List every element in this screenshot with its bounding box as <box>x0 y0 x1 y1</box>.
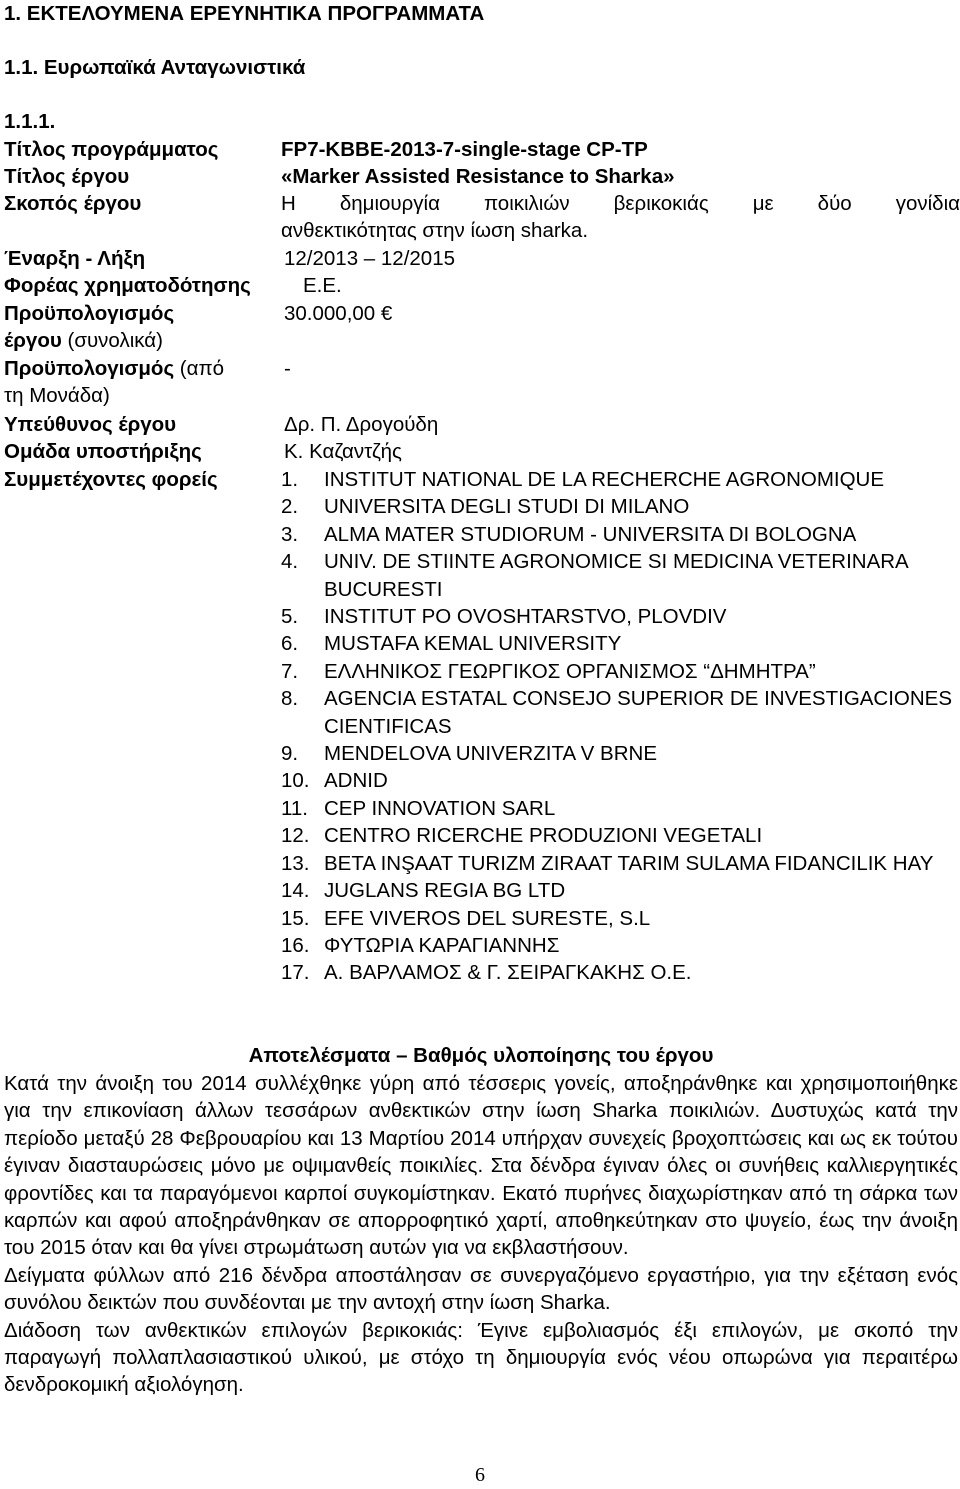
results-paragraph: Διάδοση των ανθεκτικών επιλογών βερικοκιάς: Έγινε εμβολιασμός έξι επιλογών, με σκοπό την παραγωγή πολλαπλασιαστικού υλικού, με στόχο τη δημιουργία ενός νέου οπωρώνα για περαιτέρω δενδροκομική αξιολόγηση. <box>4 1318 958 1397</box>
responsible-value: Δρ. Π. Δρογούδη <box>284 413 439 436</box>
results-paragraph: Κατά την άνοιξη του 2014 συλλέχθηκε γύρη από τέσσερις γονείς, αποξηράνθηκε και χρησιμοποιήθηκε για την επικονίαση άλλων τεσσάρων ανθεκτικών στην ίωση Sharka ποικιλιών. Δυστυχώς κατά την περίοδο μεταξύ 28 Φεβρουαρίου και 13 Μαρτίου 2014 υπήρχαν συνεχείς βροχοπτώσεις και ως εκ τούτου έγιναν διασταυρώσεις μόνο με οψιμανθείς ποικιλίες. Στα δένδρα έγιναν όλες οι συνήθεις καλλιεργητικές φροντίδες και τα παραγόμενοι καρποί συγκομίστηκαν. Εκατό πυρήνες διαχωρίστηκαν από τη σάρκα των καρπών και αφού αποξηράνθηκαν σε απορροφητικό χαρτί, αποθηκεύτηκαν στο ψυγείο, έως την άνοιξη του 2015 όταν και θα γίνει στρωμάτωση αυτών για να εκβλαστήσουν. <box>4 1072 958 1260</box>
partner-number: 12. <box>281 824 310 848</box>
section-heading-1-1-1: 1.1.1. <box>4 110 56 133</box>
section-heading-1-1: 1.1. Ευρωπαϊκά Ανταγωνιστικά <box>4 56 306 79</box>
objective-label: Σκοπός έργου <box>4 192 142 215</box>
partner-name: MUSTAFA KEMAL UNIVERSITY <box>324 632 622 656</box>
partners-list <box>281 466 960 987</box>
partner-number: 1. <box>281 468 299 491</box>
budget-unit-value: - <box>284 357 291 380</box>
results-heading: Αποτελέσματα – Βαθμός υλοποίησης του έργου <box>248 1044 714 1067</box>
list-item <box>281 932 960 959</box>
partner-name: JUGLANS REGIA BG LTD <box>324 879 566 903</box>
list-item <box>281 603 960 630</box>
list-item <box>281 630 960 657</box>
partner-number: 16. <box>281 933 310 957</box>
list-item <box>281 685 960 740</box>
list-item <box>281 466 960 493</box>
partner-name: UNIV. DE STIINTE AGRONOMICE SI MEDICINA VETERINARA BUCURESTI <box>324 550 908 601</box>
list-item <box>281 822 960 849</box>
funder-value: Ε.Ε. <box>303 274 342 297</box>
list-item <box>281 767 960 794</box>
partner-name: Α. ΒΑΡΛΑΜΟΣ & Γ. ΣΕΙΡΑΓΚΑΚΗΣ Ο.Ε. <box>324 961 692 985</box>
partner-name: UNIVERSITA DEGLI STUDI DI MILANO <box>324 495 690 519</box>
partner-name: ΦΥΤΩΡΙΑ ΚΑΡΑΓΙΑΝΝΗΣ <box>324 933 560 957</box>
partner-name: ADNID <box>324 769 388 793</box>
support-team-value: Κ. Καζαντζής <box>284 440 402 463</box>
partner-name: ΕΛΛΗΝΙΚΟΣ ΓΕΩΡΓΙΚΟΣ ΟΡΓΑΝΙΣΜΟΣ “ΔΗΜΗΤΡΑ” <box>324 659 816 683</box>
partner-name: EFE VIVEROS DEL SURESTE, S.L <box>324 906 651 930</box>
partner-number: 9. <box>281 742 299 766</box>
objective-value-line1: Η δημιουργία ποικιλιών βερικοκιάς με δύο γονίδια <box>281 192 960 215</box>
support-team-label: Ομάδα υποστήριξης <box>4 440 202 463</box>
budget-unit-label-rest: (από <box>174 357 225 380</box>
partner-number: 6. <box>281 632 299 656</box>
programme-title-label: Τίτλος προγράμματος <box>4 138 219 161</box>
partner-name: CENTRO RICERCHE PRODUZIONI VEGETALI <box>324 824 763 848</box>
budget-total-label-line2-rest: (συνολικά) <box>61 329 163 352</box>
partner-name: CEP INNOVATION SARL <box>324 796 556 820</box>
partner-number: 15. <box>281 906 310 930</box>
budget-unit-label-bold: Προϋπολογισμός <box>4 357 175 380</box>
partner-name: INSTITUT NATIONAL DE LA RECHERCHE AGRONOMIQUE <box>324 468 885 491</box>
list-item <box>281 658 960 685</box>
list-item <box>281 877 960 904</box>
budget-total-label-line2-bold: έργου <box>4 329 62 352</box>
page-number: 6 <box>475 1464 485 1486</box>
results-paragraph: Δείγματα φύλλων από 216 δένδρα αποστάλησαν σε συνεργαζόμενο εργαστήριο, για την εξέταση ενός συνόλου δεικτών που συνδέονται με την αντοχή στην ίωση Sharka. <box>4 1263 958 1315</box>
partner-name: MENDELOVA UNIVERZITA V BRNE <box>324 742 658 766</box>
project-title-value: «Marker Assisted Resistance to Sharka» <box>281 165 675 188</box>
budget-total-label: Προϋπολογισμός <box>4 302 175 325</box>
results-body <box>4 1070 958 1399</box>
period-label: Έναρξη - Λήξη <box>4 247 146 270</box>
list-item <box>281 905 960 932</box>
list-item <box>281 521 960 548</box>
objective-value-line2: ανθεκτικότητας στην ίωση sharka. <box>281 219 589 242</box>
partner-number: 10. <box>281 769 310 793</box>
partner-name: AGENCIA ESTATAL CONSEJO SUPERIOR DE INVESTIGACIONES CIENTIFICAS <box>324 687 953 738</box>
list-item <box>281 795 960 822</box>
list-item <box>281 493 960 520</box>
period-value: 12/2013 – 12/2015 <box>284 247 455 270</box>
partner-name: ALMA MATER STUDIORUM - UNIVERSITA DI BOLOGNA <box>324 522 857 546</box>
partner-name: INSTITUT PO OVOSHTARSTVO, PLOVDIV <box>324 605 727 629</box>
partner-name: BETA INŞAAT TURIZM ZIRAAT TARIM SULAMA FIDANCILIK HAY <box>324 851 934 875</box>
section-heading-1: 1. ΕΚΤΕΛΟΥΜΕΝΑ ΕΡΕΥΝΗΤΙΚΑ ΠΡΟΓΡΑΜΜΑΤΑ <box>4 2 485 25</box>
budget-total-value: 30.000,00 € <box>284 302 393 325</box>
budget-unit-label <box>4 355 224 382</box>
partners-label: Συμμετέχοντες φορείς <box>4 468 218 491</box>
list-item <box>281 740 960 767</box>
partner-number: 13. <box>281 851 310 875</box>
project-title-label: Τίτλος έργου <box>4 165 130 188</box>
budget-unit-label-line2: τη Μονάδα) <box>4 384 110 407</box>
partner-number: 4. <box>281 550 299 574</box>
list-item <box>281 959 960 986</box>
partner-number: 8. <box>281 687 299 711</box>
partner-number: 7. <box>281 659 299 683</box>
list-item <box>281 850 960 877</box>
partner-number: 2. <box>281 495 299 519</box>
partner-number: 14. <box>281 879 310 903</box>
list-item <box>281 548 960 603</box>
programme-title-value: FP7-KBBE-2013-7-single-stage CP-TP <box>281 138 648 161</box>
partner-number: 5. <box>281 605 299 629</box>
budget-total-label-line2 <box>4 327 163 354</box>
funder-label: Φορέας χρηματοδότησης <box>4 274 251 297</box>
partner-number: 11. <box>281 796 308 820</box>
partner-number: 17. <box>281 961 310 985</box>
partner-number: 3. <box>281 522 299 546</box>
responsible-label: Υπεύθυνος έργου <box>4 413 177 436</box>
